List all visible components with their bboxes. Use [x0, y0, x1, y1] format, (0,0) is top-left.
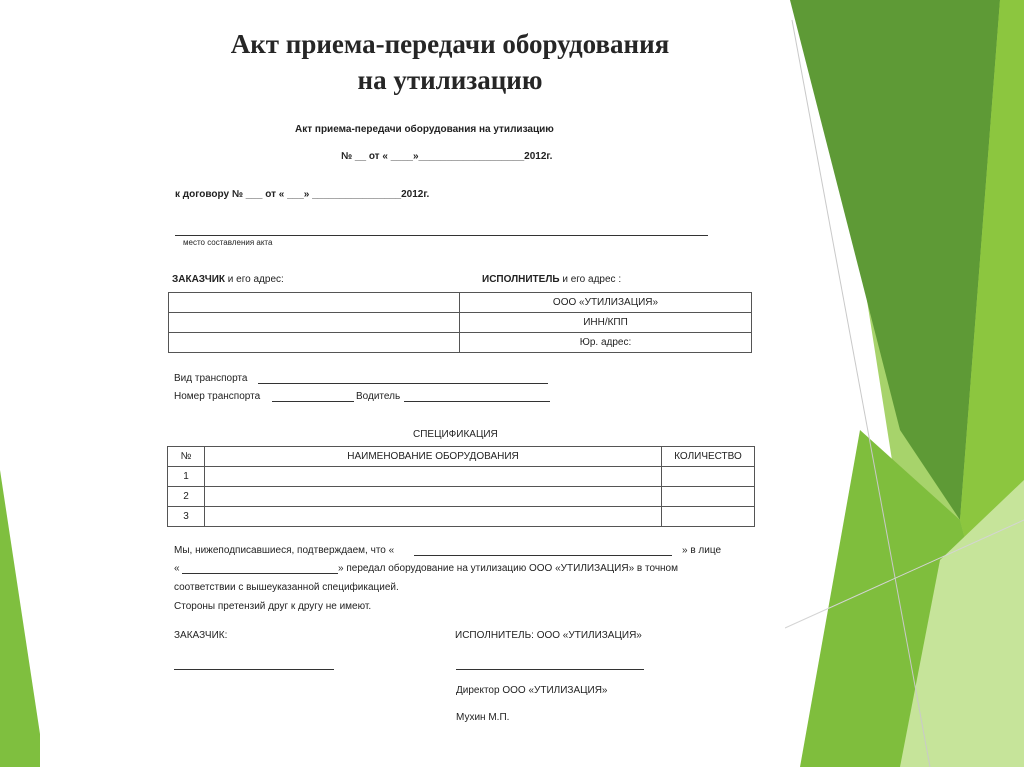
- spec-row-quantity: [662, 467, 755, 487]
- spec-row-number: 2: [168, 487, 205, 507]
- driver-label: Водитель: [356, 391, 401, 402]
- customer-address-cell: [169, 293, 460, 313]
- table-row: [168, 487, 755, 507]
- table-row: [169, 313, 752, 333]
- table-row: [169, 333, 752, 353]
- transport-number-underline: [272, 401, 354, 402]
- sign-customer-label: ЗАКАЗЧИК:: [174, 630, 228, 641]
- contractor-cell: ООО «УТИЛИЗАЦИЯ»: [460, 293, 752, 313]
- spec-row-quantity: [662, 507, 755, 527]
- customer-address-cell: [169, 313, 460, 333]
- director-name: Мухин М.П.: [456, 712, 510, 723]
- table-row: [168, 507, 755, 527]
- table-row: [169, 293, 752, 313]
- confirm-text-line-3: соответствии с вышеуказанной спецификацией.: [174, 582, 399, 593]
- act-number-line: № __ от « ____»___________________2012г.: [341, 151, 553, 162]
- confirm-text-line-4: Стороны претензий друг к другу не имеют.: [174, 601, 372, 612]
- spec-row-number: 3: [168, 507, 205, 527]
- spec-header-name: НАИМЕНОВАНИЕ ОБОРУДОВАНИЯ: [205, 447, 662, 467]
- customer-signature-line: [174, 669, 334, 670]
- transport-type-underline: [258, 383, 548, 384]
- contractor-cell: Юр. адрес:: [460, 333, 752, 353]
- spec-row-number: 1: [168, 467, 205, 487]
- place-caption: место составления акта: [183, 238, 273, 247]
- slide-title: [130, 26, 770, 98]
- slide-title-line-1: Акт приема-передачи оборудования: [230, 29, 670, 59]
- spec-row-name: [205, 507, 662, 527]
- spec-row-quantity: [662, 487, 755, 507]
- green-triangle-left: [0, 470, 45, 767]
- sign-contractor-label: ИСПОЛНИТЕЛЬ: ООО «УТИЛИЗАЦИЯ»: [455, 630, 642, 641]
- confirm-underline-1: [414, 555, 672, 556]
- contractor-address-label: [482, 274, 621, 285]
- contract-line: к договору № ___ от « ___» ________________2012г.: [175, 189, 430, 200]
- confirm-underline-2: [182, 573, 338, 574]
- contractor-label: ИСПОЛНИТЕЛЬ: [482, 274, 560, 285]
- spec-row-name: [205, 487, 662, 507]
- confirm-text-line-2a: «: [174, 563, 180, 574]
- transport-number-label: Номер транспорта: [174, 391, 261, 402]
- table-header-row: [168, 447, 755, 467]
- slide-title-line-2: на утилизацию: [357, 65, 543, 95]
- driver-underline: [404, 401, 550, 402]
- spec-table: [167, 446, 755, 527]
- address-table: [168, 292, 752, 353]
- spec-title: СПЕЦИФИКАЦИЯ: [413, 429, 498, 440]
- customer-label: ЗАКАЗЧИК: [172, 274, 226, 285]
- document-heading: Акт приема-передачи оборудования на утилизацию: [295, 124, 554, 135]
- customer-suffix: и его адрес:: [225, 274, 284, 285]
- confirm-text-line-2b: » передал оборудование на утилизацию ООО «УТИЛИЗАЦИЯ» в точном: [338, 563, 678, 574]
- spec-header-number: №: [168, 447, 205, 467]
- confirm-text-line-1b: » в лице: [682, 545, 722, 556]
- confirm-text-line-1a: Мы, нижеподписавшиеся, подтверждаем, что «: [174, 545, 395, 556]
- place-underline: [175, 235, 708, 236]
- spec-header-quantity: КОЛИЧЕСТВО: [662, 447, 755, 467]
- spec-row-name: [205, 467, 662, 487]
- contractor-signature-line: [456, 669, 644, 670]
- contractor-cell: ИНН/КПП: [460, 313, 752, 333]
- contractor-suffix: и его адрес :: [559, 274, 622, 285]
- customer-address-label: [172, 274, 284, 285]
- director-title: Директор ООО «УТИЛИЗАЦИЯ»: [456, 685, 608, 696]
- table-row: [168, 467, 755, 487]
- transport-type-label: Вид транспорта: [174, 373, 248, 384]
- customer-address-cell: [169, 333, 460, 353]
